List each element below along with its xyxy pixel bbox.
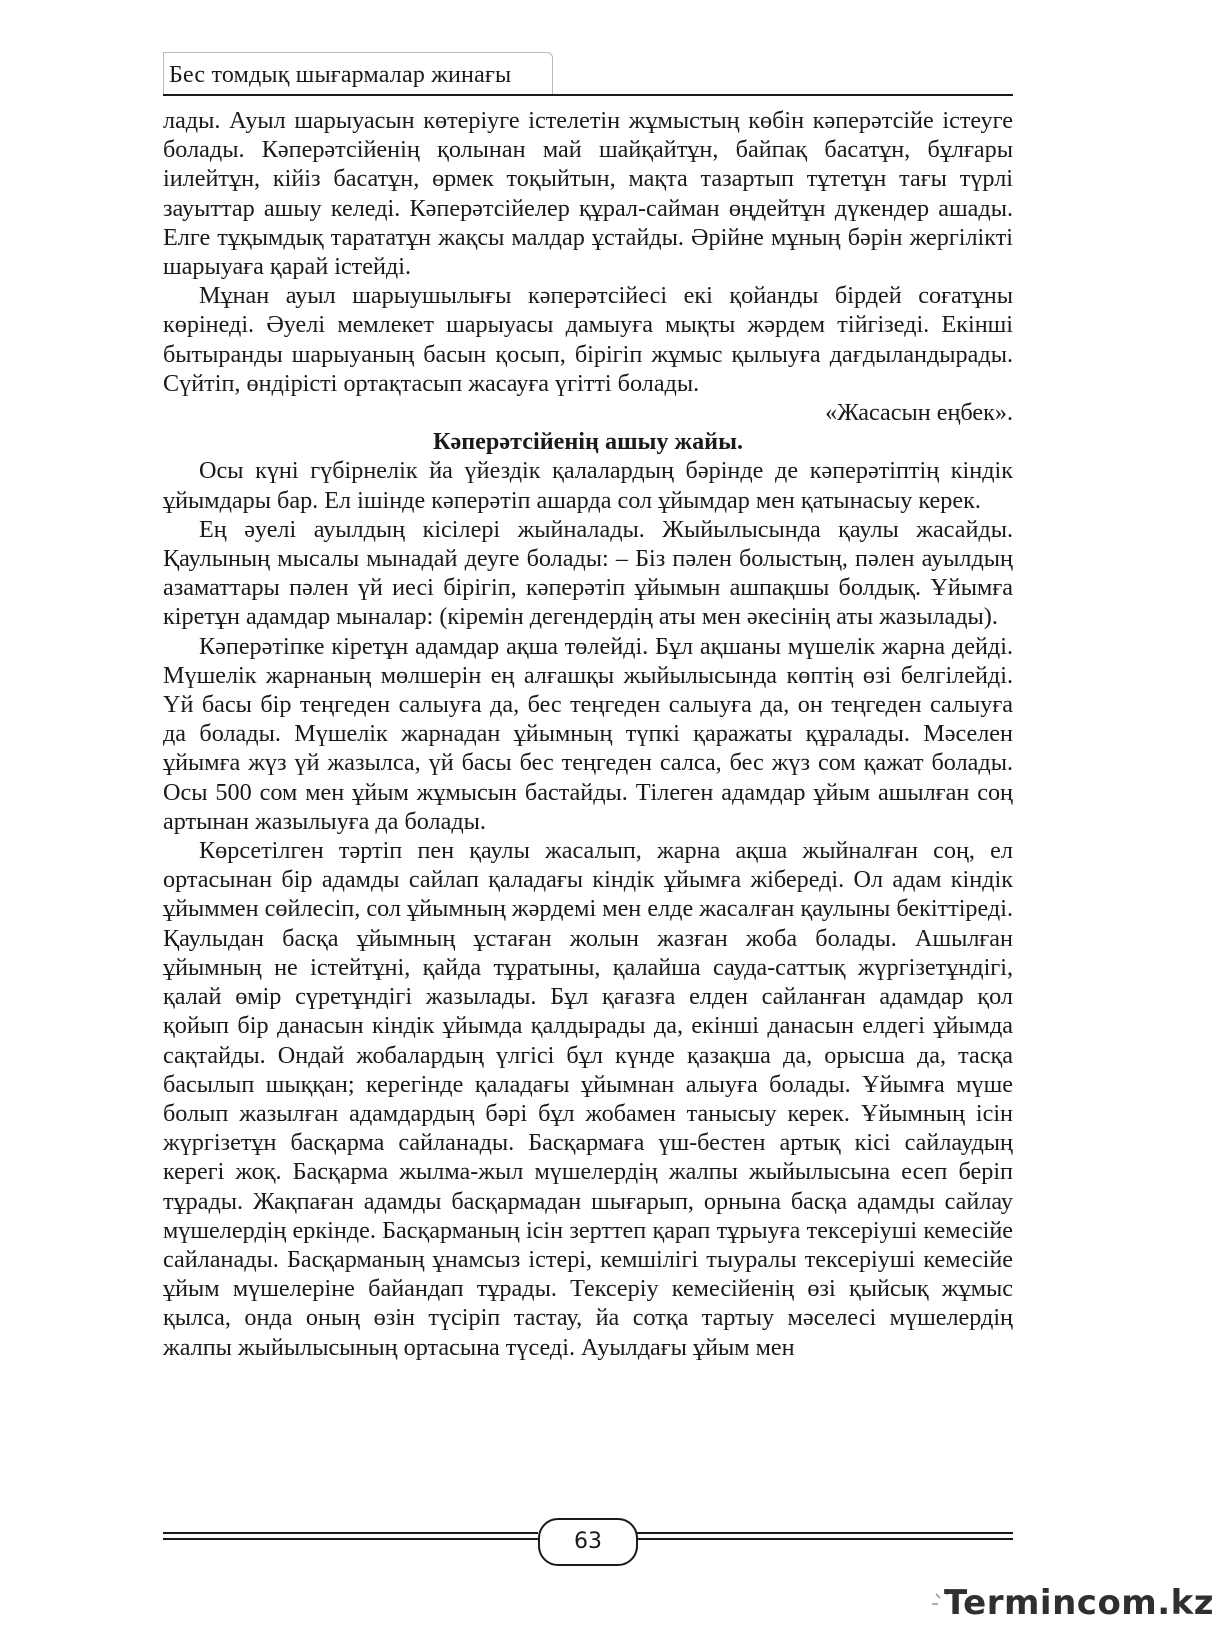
paragraph-3: Осы күні гүбірнелік йа үйездік қалалардың бәрінде де кәперәтіптің кіндік ұйымдары бар. Ел ішінде кәперәтіп ашарда сол ұйымдар мен қатынасыу керек. [163, 457, 1013, 514]
page-number: 63 [538, 1518, 638, 1566]
source-signature: «Жасасын еңбек». [825, 399, 1013, 427]
paragraph-1: лады. Ауыл шарыуасын көтеріуге істелетін жұмыстың көбін кәперәтсійе істеуге болады. Кәперәтсійенің қолынан май шайқайтұн, байпақ басатұн, бұлғары іилейтұн, кійіз басатұн, өрмек тоқыйтын, мақта тазартып тұтетұн тағы түрлі зауыттар ашыу келеді. Кәперәтсійелер құрал-сайман өңдейтұн дүкендер ашады. Елге тұқымдық тарататұн жақсы малдар ұстайды. Әрійне мұның бәрін жергілікті шарыуаға қарай істейді. [163, 107, 1013, 281]
paragraph-5: Кәперәтіпке кіретұн адамдар ақша төлейді. Бұл ақшаны мүшелік жарна дейді. Мүшелік жарнаның мөлшерін ең алғашқы жыйылысында көптің өзі белгілейді. Үй басы бір теңгеден салыуға да, бес теңгеден салыуға да, он теңгеден салыуға да болады. Мүшелік жарнадан ұйымның түпкі қаражаты құралады. Мәселен ұйымға жүз үй жазылса, үй басы бес теңгеден салса, бес жүз сом қажат болады. Осы 500 сом мен ұйым жұмысын бастайды. Тілеген адамдар ұйым ашылған соң артынан жазылыуға да болады. [163, 632, 1013, 835]
page-footer [163, 1518, 1013, 1564]
footer-rule-right-bottom [634, 1538, 1013, 1540]
page-body [163, 106, 1013, 1362]
footer-rule-left-bottom [163, 1538, 538, 1540]
running-header [163, 52, 1013, 96]
book-title: Бес томдық шығармалар жинағы [169, 62, 512, 88]
footer-rule-left-top [163, 1532, 538, 1534]
paragraph-2: Мұнан ауыл шарыушылығы кәперәтсійесі екі қойанды бірдей соғатұны көрінеді. Әуелі мемлекет шарыуасы дамыуға мықты жәрдем тійгізеді. Екінші бытыранды шарыуаның басын қосып, бірігіп жұмыс қылыуға дағдыландырады. Сүйтіп, өндірісті ортақтасып жасауға үгітті болады. [163, 282, 1013, 397]
paragraph-4: Ең әуелі ауылдың кісілері жыйналады. Жыйылысында қаулы жасайды. Қаулының мысалы мынадай деуге болады: – Біз пәлен болыстың, пәлен ауылдың азаматтары пәлен үй иесі бірігіп, кәперәтіп ұйымын ашпақшы болдық. Ұйымға кіретұн адамдар мыналар: (кіремін дегендердің аты мен әкесінің аты жазылады). [163, 515, 1013, 631]
footer-rule-right-top [634, 1532, 1013, 1534]
header-rule [163, 94, 1013, 96]
paragraph-6: Көрсетілген тәртіп пен қаулы жасалып, жарна ақша жыйналған соң, ел ортасынан бір адамды сайлап қаладағы кіндік ұйымға жібереді. Ол адам кіндік ұйыммен сөйлесіп, сол ұйымның жәрдемі мен елде жасалған қаулыны бекіттіреді. Қаулыдан басқа ұйымның ұстаған жолын жазған жоба болады. Ашылған ұйымның не істейтұні, қайда тұратыны, қалайша сауда-саттық жүргізетұндігі, қалай өмір сүретұндігі жазылады. Бұл қағазға елден сайланған адамдар қол қойып бір данасын кіндік ұйымда қалдырады да, екінші данасын елдегі ұйымда сақтайды. Ондай жобалардың үлгісі бұл күнде қазақша да, орысша да, тасқа басылып шыққан; керегінде қаладағы ұйымнан алыуға болады. Ұйымға мүше болып жазылған адамдардың бәрі бұл жобамен танысыу керек. Ұйымның ісін жүргізетұн басқарма сайланады. Басқармаға үш-бестен артық кісі сайлаудың керегі жоқ. Басқарма жылма-жыл мүшелердің жалпы жыйылысына есеп беріп тұрады. Жақпаған адамды басқармадан шығарып, орнына басқа адамды сайлау мүшелердің еркінде. Басқарманың ісін зерттеп қарап тұрыуға тексеріуші кемесійе сайланады. Басқарманың ұнамсыз істері, кемшілігі тыуралы тексеріуші кемесійе ұйым мүшелеріне байандап тұрады. Тексеріу кемесійенің өзі қыйсық жұмыс қылса, онда оның өзін түсіріп тастау, йа сотқа тартыу мәселесі мүшелердің жалпы жыйылысының ортасына түседі. Ауылдағы ұйым мен [163, 837, 1013, 1361]
site-watermark [930, 1583, 1214, 1627]
watermark-text: Termincom.kz [944, 1583, 1214, 1623]
section-heading: Кәперәтсійенің ашыу жайы. [432, 428, 744, 456]
